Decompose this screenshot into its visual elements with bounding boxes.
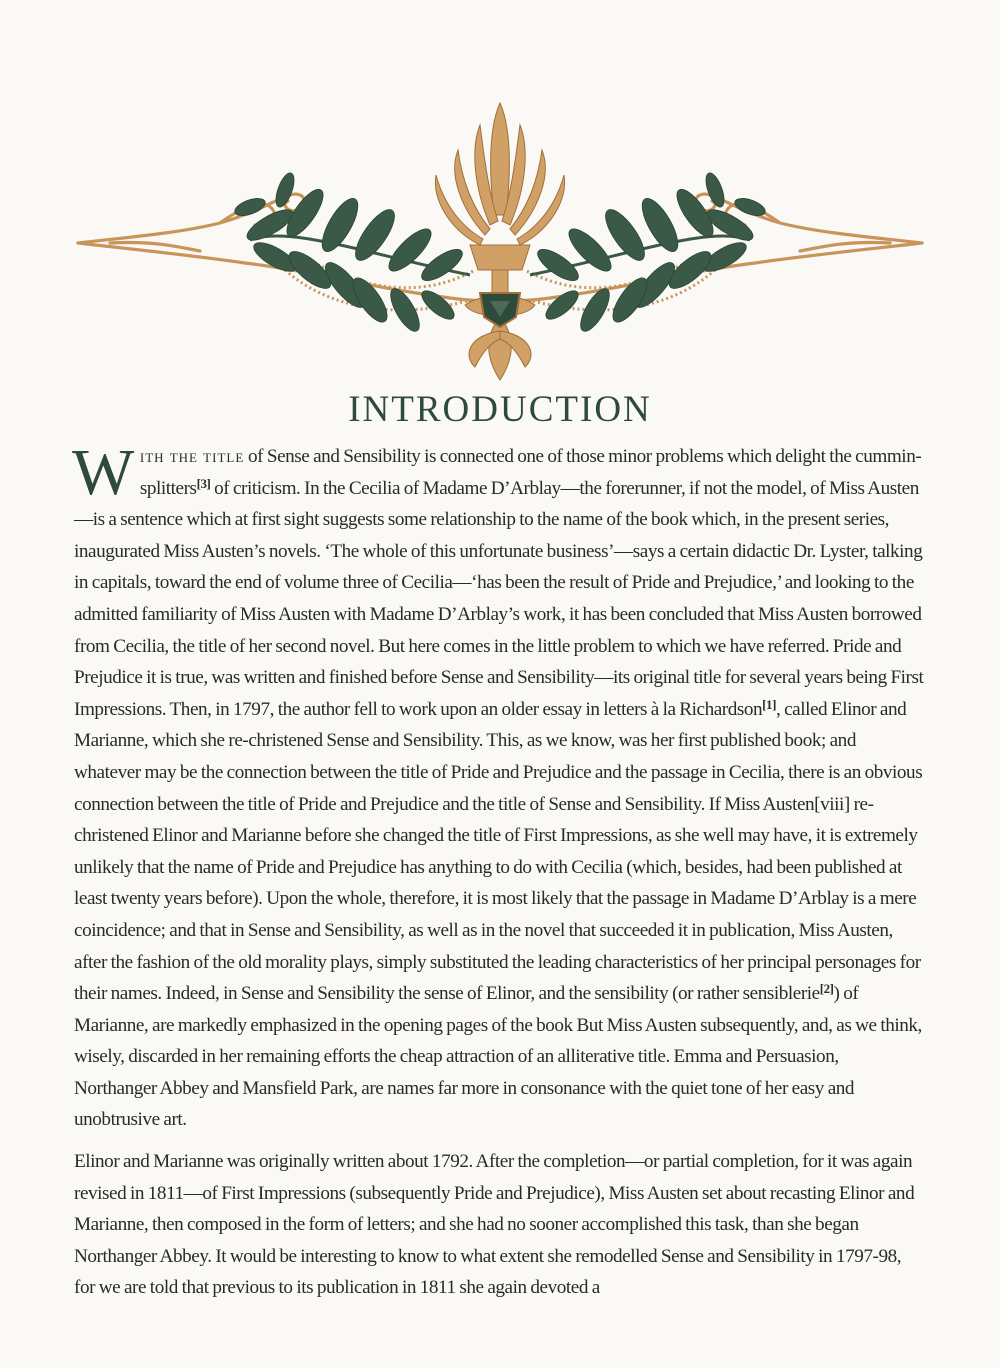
body-text [72, 436, 924, 1314]
chapter-heading: INTRODUCTION [348, 389, 652, 430]
paragraph-1-text-part-1: of Sense and Sensibility is connected one of those minor problems which delight the cummin-splitters [139, 446, 922, 499]
footnote-link-1[interactable]: [1] [762, 696, 776, 712]
footnote-link-3[interactable]: [3] [196, 475, 211, 491]
footnote-link-2[interactable]: [2] [819, 981, 834, 997]
paragraph-2: Elinor and Marianne was originally written about 1792. After the completion—or partial completion, for it was again revised in 1811—of First Impressions (subsequently Pride and Prejudice), Miss Austen set about recasting Elinor and Marianne, then composed in the form of letters; and she had no sooner accomplished this task, than she began Northanger Abbey. It would be interesting to know to what extent she remodelled Sense and Sensibility in 1797-98, for we are told that previous to its publication in 1811 she again devoted a [74, 1151, 915, 1299]
lead-in-small-caps: ith the title [139, 446, 245, 467]
paragraph-1-text-part-2: of criticism. In the Cecilia of Madame D’Arblay—the forerunner, if not the model, of Miss Austen—is a sentence which at first sight suggests some relationship to the name of the book which, in the present series, inaugurated Miss Austen’s novels. ‘The whole of this unfortunate business’—says a certain didactic Dr. Lyster, talking in capitals, toward the end of volume three of Cecilia—‘has been the result of Pride and Prejudice,’ and looking to the admitted familiarity of Miss Austen with Madame D’Arblay’s work, it has been concluded that Miss Austen borrowed from Cecilia, the title of her second novel. But here comes in the little problem to which we have referred. Pride and Prejudice it is true, was written and finished before Sense and Sensibility—its original title for several years being First Impressions. Then, in 1797, the author fell to work upon an older essay in letters à la Richardson [74, 477, 924, 720]
paragraph-1-text-part-4: ) of Marianne, are markedly emphasized in the opening pages of the book But Miss Austen subsequently, and, as we think, wisely, discarded in her remaining efforts the cheap attraction of an alliterative title. Emma and Persuasion, Northanger Abbey and Mansfield Park, are names far more in consonance with the quiet tone of her easy and unobtrusive art. [74, 983, 922, 1131]
paragraph-1 [72, 436, 924, 1136]
floral-headpiece-ornament [70, 95, 930, 385]
drop-cap: W [72, 436, 134, 509]
paragraph-1-text-part-3: , called Elinor and Marianne, which she re-christened Sense and Sensibility. This, as we know, was her first published book; and whatever may be the connection between the title of Pride and Prejudice and the passage in Cecilia, there is an obvious connection between the title of Pride and Prejudice and the title of Sense and Sensibility. If Miss Austen[viii] re-christened Elinor and Marianne before she changed the title of First Impressions, as she well may have, it is extremely unlikely that the name of Pride and Prejudice has anything to do with Cecilia (which, besides, had been published at least twenty years before). Upon the whole, therefore, it is most likely that the passage in Madame D’Arblay is a mere coincidence; and that in Sense and Sensibility, as well as in the novel that succeeded it in publication, Miss Austen, after the fashion of the old morality plays, simply substituted the leading characteristics of her principal personages for their names. Indeed, in Sense and Sensibility the sense of Elinor, and the sensibility (or rather sensiblerie [74, 698, 923, 1005]
